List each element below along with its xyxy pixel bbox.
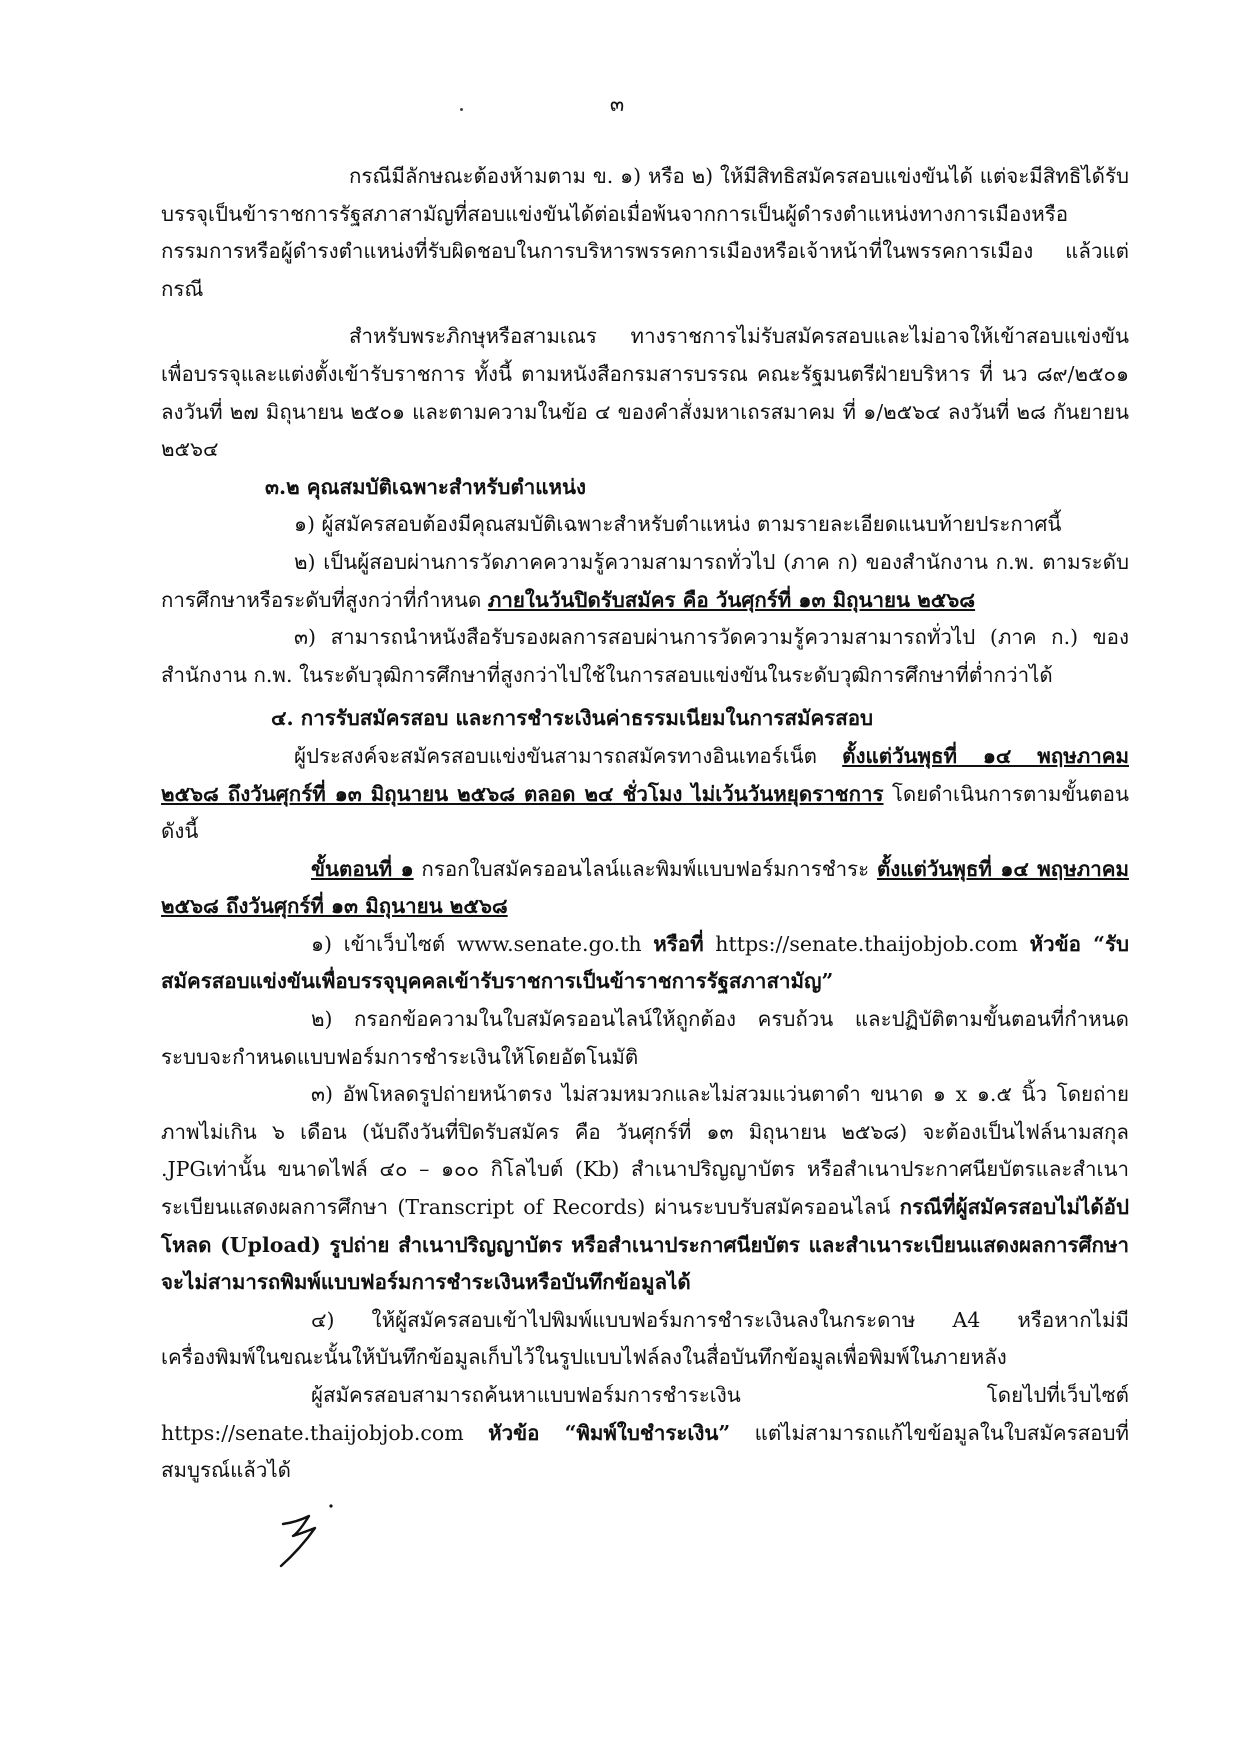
step-1-item-2: ๒) กรอกข้อความในใบสมัครออนไลน์ให้ถูกต้อง ครบถ้วน และปฏิบัติตามขั้นตอนที่กำหนด ระบบจะกำหนดแบบฟอร์มการชำระเงินให้โดยอัตโนมัติ [161, 1007, 1129, 1069]
step-1-text: กรอกใบสมัครออนไลน์และพิมพ์แบบฟอร์มการชำระ [413, 856, 877, 881]
step-1-paragraph [161, 851, 1129, 926]
paragraph-prohibited-characteristics: กรณีมีลักษณะต้องห้ามตาม ข. ๑) หรือ ๒) ให้มีสิทธิสมัครสอบแข่งขันได้ แต่จะมีสิทธิได้รับบรรจุเป็นข้าราชการรัฐสภาสามัญที่สอบแข่งขันได้ต่อเมื่อพ้นจากการเป็นผู้ดำรงตำแหน่งทางการเมืองหรือกรรมการหรือผู้ดำรงตำแหน่งที่รับผิดชอบในการบริหารพรรคการเมืองหรือเจ้าหน้าที่ในพรรคการเมือง แล้วแต่กรณี [161, 164, 1129, 301]
section-3-2-item-2 [161, 544, 1129, 619]
website-text: ๑) เข้าเว็บไซต์ www.senate.go.th [311, 931, 654, 956]
thaijobjob-url: https://senate.thaijobjob.com [703, 931, 1030, 956]
print-payment-topic: หัวข้อ “พิมพ์ใบชำระเงิน” [488, 1420, 731, 1445]
step-1-item-1 [161, 926, 1129, 1001]
upload-warning: กรณีที่ผู้สมัครสอบไม่ได้อัปโหลด (Upload) รูปถ่าย สำเนาปริญญาบัตร หรือสำเนาประกาศนียบัตร และสำเนาระเบียนแสดงผลการศึกษา จะไม่สามารถพิมพ์แบบฟอร์มการชำระเงินหรือบันทึกข้อมูลได้ [161, 1195, 1129, 1295]
item-2-text: ๒) เป็นผู้สอบผ่านการวัดภาคความรู้ความสามารถทั่วไป (ภาค ก) ของสำนักงาน ก.พ. ตามระดับการศึกษาหรือระดับที่สูงกว่าที่กำหนด [161, 549, 1129, 612]
step-1-dates: ตั้งแต่วันพุธที่ ๑๔ พฤษภาคม ๒๕๖๘ ถึงวันศุกร์ที่ ๑๓ มิถุนายน ๒๕๖๘ [161, 856, 1129, 919]
item-2-deadline: ภายในวันปิดรับสมัคร คือ วันศุกร์ที่ ๑๓ มิถุนายน ๒๕๖๘ [487, 587, 976, 612]
sec4-intro-text: ผู้ประสงค์จะสมัครสอบแข่งขันสามารถสมัครทางอินเทอร์เน็ต [294, 743, 843, 768]
page-number: ๓ [609, 92, 625, 116]
topic-title: หัวข้อ “รับสมัครสอบแข่งขันเพื่อบรรจุบุคคลเข้ารับราชการเป็นข้าราชการรัฐสภาสามัญ” [161, 931, 1129, 994]
or-at-text: หรือที่ [653, 931, 704, 956]
speck-mark [460, 108, 463, 111]
initials-signature [275, 1502, 335, 1572]
section-3-2-item-1: ๑) ผู้สมัครสอบต้องมีคุณสมบัติเฉพาะสำหรับตำแหน่ง ตามรายละเอียดแนบท้ายประกาศนี้ [294, 512, 1062, 537]
payment-form-paragraph [161, 1377, 1129, 1490]
section-4-paragraph [161, 738, 1129, 851]
payment-form-tail: แต่ไม่สามารถแก้ไขข้อมูลในใบสมัครสอบที่สมบูรณ์แล้วได้ [161, 1420, 1129, 1483]
section-3-2-item-3: ๓) สามารถนำหนังสือรับรองผลการสอบผ่านการวัดความรู้ความสามารถทั่วไป (ภาค ก.) ของสำนักงาน ก.พ. ในระดับวุฒิการศึกษาที่สูงกว่าไปใช้ในการสอบแข่งขันในระดับวุฒิการศึกษาที่ต่ำกว่าได้ [161, 625, 1129, 687]
payment-form-text: ผู้สมัครสอบสามารถค้นหาแบบฟอร์มการชำระเงิน โดยไปที่เว็บไซต์ https://senate.thaijobjob.com [161, 1383, 1129, 1445]
section-3-2-heading: ๓.๒ คุณสมบัติเฉพาะสำหรับตำแหน่ง [265, 474, 587, 499]
document-body [161, 158, 1129, 1490]
step-1-item-3 [161, 1076, 1129, 1302]
sec4-intro-tail: โดยดำเนินการตามขั้นตอน ดังนี้ [161, 781, 1130, 844]
sec4-application-period: ตั้งแต่วันพุธที่ ๑๔ พฤษภาคม ๒๕๖๘ ถึงวันศุกร์ที่ ๑๓ มิถุนายน ๒๕๖๘ ตลอด ๒๔ ชั่วโมง ไม่เว้นวันหยุดราชการ [161, 743, 1129, 806]
upload-instructions: ๓) อัพโหลดรูปถ่ายหน้าตรง ไม่สวมหมวกและไม่สวมแว่นตาดำ ขนาด ๑ x ๑.๕ นิ้ว โดยถ่ายภาพไม่เกิน ๖ เดือน (นับถึงวันที่ปิดรับสมัคร คือ วันศุกร์ที่ ๑๓ มิถุนายน ๒๕๖๘) จะต้องเป็นไฟล์นามสกุล .JPGเท่านั้น ขนาดไฟล์ ๔๐ – ๑๐๐ กิโลไบต์ (Kb) สำเนาปริญญาบัตร หรือสำเนาประกาศนียบัตรและสำเนาระเบียนแสดงผลการศึกษา (Transcript of Records) ผ่านระบบรับสมัครออนไลน์ [161, 1082, 1129, 1220]
step-1-label: ขั้นตอนที่ ๑ [311, 856, 414, 881]
step-1-item-4: ๔) ให้ผู้สมัครสอบเข้าไปพิมพ์แบบฟอร์มการชำระเงินลงในกระดาษ A4 หรือหากไม่มีเครื่องพิมพ์ในขณะนั้นให้บันทึกข้อมูลเก็บไว้ในรูปแบบไฟล์ลงในสื่อบันทึกข้อมูลเพื่อพิมพ์ในภายหลัง [161, 1307, 1129, 1370]
section-4-heading: ๔. การรับสมัครสอบ และการชำระเงินค่าธรรมเนียมในการสมัครสอบ [271, 706, 874, 731]
paragraph-monks: สำหรับพระภิกษุหรือสามเณร ทางราชการไม่รับสมัครสอบและไม่อาจให้เข้าสอบแข่งขันเพื่อบรรจุและแต่งตั้งเข้ารับราชการ ทั้งนี้ ตามหนังสือกรมสารบรรณ คณะรัฐมนตรีฝ่ายบริหาร ที่ นว ๘๙/๒๕๐๑ ลงวันที่ ๒๗ มิถุนายน ๒๕๐๑ และตามความในข้อ ๔ ของคำสั่งมหาเถรสมาคม ที่ ๑/๒๕๖๔ ลงวันที่ ๒๘ กันยายน ๒๕๖๔ [161, 324, 1129, 462]
